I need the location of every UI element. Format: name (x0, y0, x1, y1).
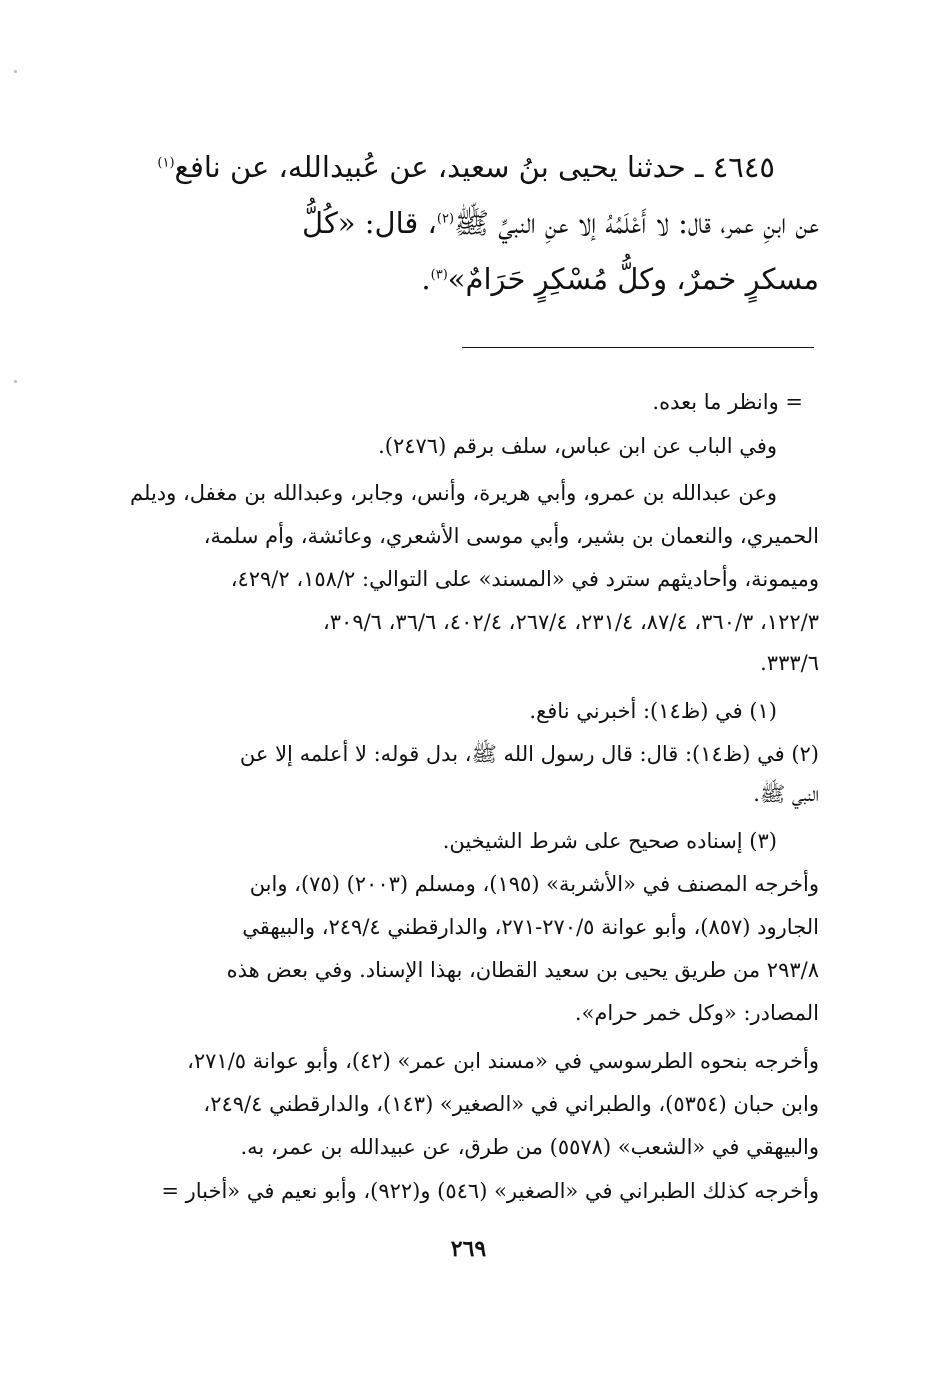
note-line: ٢٩٣/٨ من طريق يحيى بن سعيد القطان، بهذا الإسناد. وفي بعض هذه (226, 958, 819, 982)
hadith-line-2: عن ابنِ عمر، قال: لا أَعْلَمُهُ إلا عنِ النبيِّ ﷺ$^{(٢)}$، قال: «كُلُّ (302, 206, 819, 240)
note-line: وفي الباب عن ابن عباس، سلف برقم (٢٤٧٦). (378, 434, 777, 458)
footnote-1: (١) في (ظ١٤): أخبرني نافع. (529, 699, 777, 723)
footnote-2-cont: النبي ﷺ. (753, 782, 819, 806)
note-line: الجارود (٨٥٧)، وأبو عوانة ٢٧٠/٥-٢٧١، والدارقطني ٢٤٩/٤، والبيهقي (242, 915, 819, 939)
margin-mark (14, 70, 17, 73)
note-line: وأخرجه كذلك الطبراني في «الصغير» (٥٤٦) و(٩٢٢)، وأبو نعيم في «أخبار = (161, 1179, 819, 1203)
note-line: وأخرجه بنحوه الطرسوسي في «مسند ابن عمر» (٤٢)، وأبو عوانة ٢٧١/٥، (187, 1049, 819, 1073)
note-line: = وانظر ما بعده. (652, 390, 803, 414)
note-line: المصادر: «وكل خمر حرام». (574, 1001, 819, 1025)
footnote-separator (462, 347, 814, 348)
note-line: وأخرجه المصنف في «الأشربة» (١٩٥)، ومسلم (٢٠٠٣) (٧٥)، وابن (249, 872, 819, 896)
footnote-3: (٣) إسناده صحيح على شرط الشيخين. (442, 829, 777, 853)
page-number: ٢٦٩ (450, 1236, 487, 1262)
note-line: وعن عبدالله بن عمرو، وأبي هريرة، وأنس، وجابر، وعبدالله بن مغفل، وديلم (130, 481, 777, 505)
note-line: ٣٣٣/٦. (760, 651, 819, 675)
note-line: وابن حبان (٥٣٥٤)، والطبراني في «الصغير» (١٤٣)، والدارقطني ٢٤٩/٤، (203, 1092, 819, 1116)
margin-mark (14, 380, 17, 383)
note-line: ١٢٢/٣، ٣٦٠/٣، ٨٧/٤، ٢٣١/٤، ٢٦٧/٤، ٤٠٢/٤، ٣٦/٦، ٣٠٩/٦، (322, 610, 819, 634)
footnote-2: (٢) في (ظ١٤): قال: قال رسول الله ﷺ، بدل قوله: لا أعلمه إلا عن (239, 742, 819, 766)
note-line: وميمونة، وأحاديثهم سترد في «المسند» على التوالي: ١٥٨/٢، ٤٢٩/٢، (230, 567, 819, 591)
hadith-line-3: مسكرٍ خمرٌ، وكلُّ مُسْكِرٍ حَرَامٌ»$^{(٣)}$. (421, 262, 819, 296)
note-line: والبيهقي في «الشعب» (٥٥٧٨) من طرق، عن عبيدالله بن عمر، به. (240, 1135, 819, 1159)
hadith-line-1: ٤٦٤٥ ـ حدثنا يحيى بنُ سعيد، عن عُبيدالله، عن نافع$^{(١)}$ (157, 150, 775, 184)
note-line: الحميري، والنعمان بن بشير، وأبي موسى الأشعري، وعائشة، وأم سلمة، (203, 524, 819, 548)
